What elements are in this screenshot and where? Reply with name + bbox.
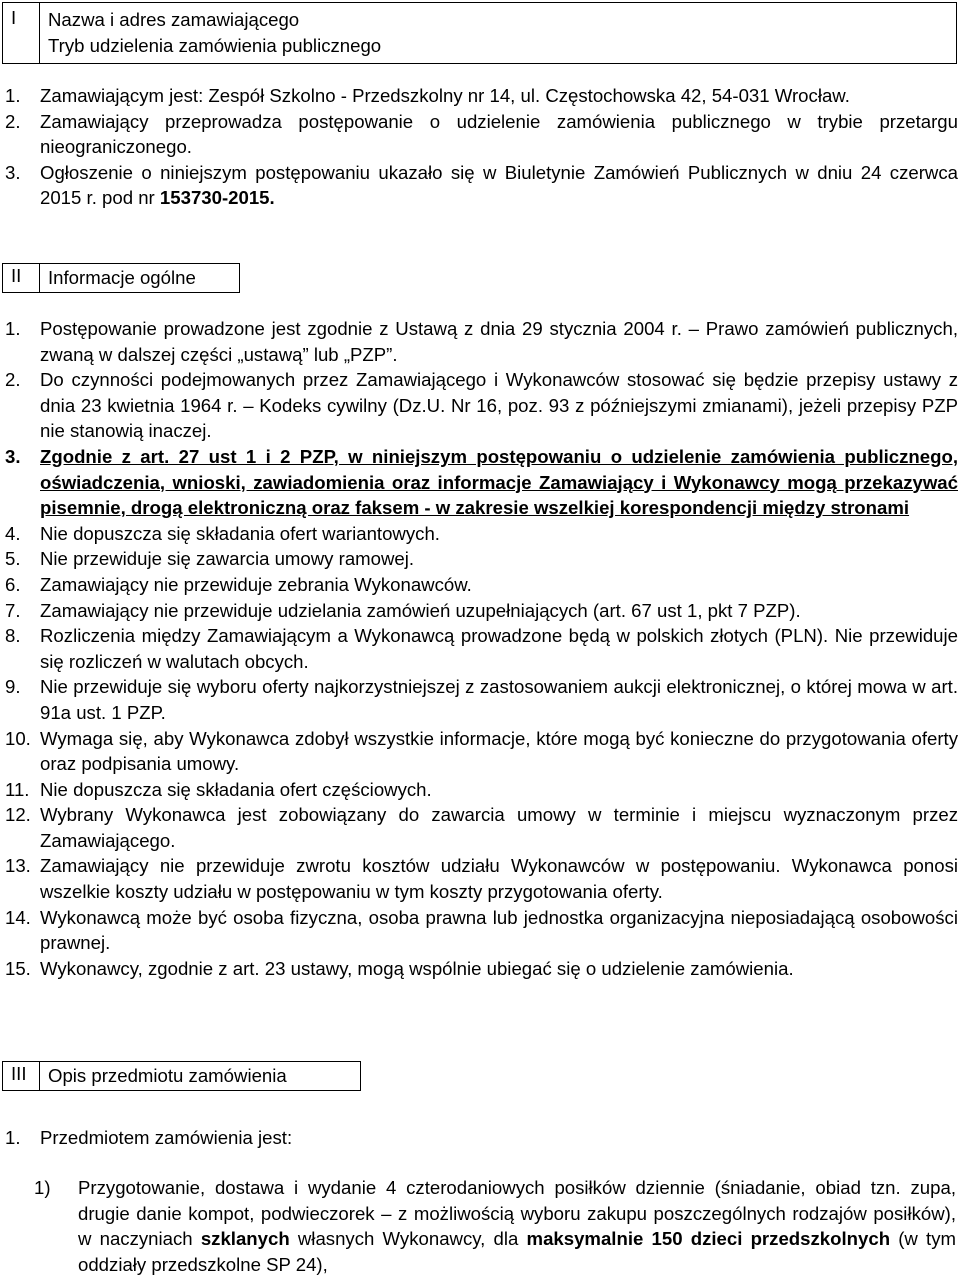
item-number: 1) xyxy=(34,1177,51,1198)
section-number: I xyxy=(3,3,40,63)
item-text-part: Przygotowanie, dostawa i wydanie 4 czterodaniowych posiłków dziennie (śniadanie, obiad tzn. zupa, drugie danie kompot, podwieczorek – z możliwością wyboru zakupu poszczególnych rodzajów posiłków), w naczyniach xyxy=(78,1177,956,1250)
item-text: Zamawiający przeprowadza postępowanie o udzielenie zamówienia publicznego w trybie przetargu nieograniczonego. xyxy=(40,110,958,158)
item-text: Wymaga się, aby Wykonawca zdobył wszystkie informacje, które mogą być konieczne do przygotowania oferty oraz podpisania umowy. xyxy=(40,727,958,775)
list-item xyxy=(0,623,960,674)
item-text: Zamawiający nie przewiduje udzielania zamówień uzupełniających (art. 67 ust 1, pkt 7 PZP). xyxy=(40,599,801,621)
item-number: 15. xyxy=(5,957,31,979)
section-title: Informacje ogólne xyxy=(48,267,196,288)
list-item xyxy=(0,726,960,777)
section-header-1 xyxy=(2,2,957,64)
item-number: 13. xyxy=(5,855,31,877)
item-text: Nie przewiduje się zawarcia umowy ramowej. xyxy=(40,548,415,570)
item-text-part: Ogłoszenie o niniejszym postępowaniu ukazało się w Biuletynie Zamówień Publicznych w dniu 24 czerwca 2015 r. pod nr xyxy=(40,161,958,209)
item-text xyxy=(78,1175,956,1277)
item-text: Nie przewiduje się wyboru oferty najkorzystniejszej z zastosowaniem aukcji elektronicznej, o której mowa w art. 91a ust. 1 PZP. xyxy=(40,676,958,723)
item-number: 11. xyxy=(5,778,30,800)
list-item xyxy=(0,956,960,982)
section-3-list xyxy=(0,1125,960,1151)
item-text-bold: szklanych xyxy=(200,1228,290,1250)
item-number: 6. xyxy=(5,573,21,595)
item-text: Zamawiającym jest: Zespół Szkolno - Przedszkolny nr 14, ul. Częstochowska 42, 54-031 Wrocław. xyxy=(40,85,850,106)
list-item xyxy=(0,853,960,904)
list-item xyxy=(0,1125,960,1151)
list-item xyxy=(0,598,960,624)
item-number: 10. xyxy=(5,727,31,749)
item-text: Wykonawcy, zgodnie z art. 23 ustawy, mogą wspólnie ubiegać się o udzielenie zamówienia. xyxy=(40,957,794,979)
item-number: 12. xyxy=(5,804,31,826)
item-text-underlined: Zgodnie z art. 27 ust 1 i 2 PZP, w niniejszym postępowaniu o udzielenie zamówienia publicznego, oświadczenia, wnioski, zawiadomienia oraz informacje Zamawiający i Wykonawcy mogą przekazywać pisemnie, drogą elektroniczną oraz faksem - w zakresie wszelkiej korespondencji między stronami xyxy=(40,445,958,519)
section-1-list xyxy=(0,83,960,211)
item-text xyxy=(40,160,958,211)
section-number: II xyxy=(3,264,40,292)
section-header-3 xyxy=(2,1061,361,1091)
item-number: 3. xyxy=(5,445,21,467)
item-number: 5. xyxy=(5,548,21,570)
item-text: Wykonawcą może być osoba fizyczna, osoba prawna lub jednostka organizacyjna nieposiadającą osobowości prawnej. xyxy=(40,906,958,954)
item-number: 1. xyxy=(5,1127,21,1148)
list-item xyxy=(0,109,960,160)
item-text-part: własnych Wykonawcy, dla xyxy=(289,1228,527,1250)
list-item xyxy=(0,802,960,853)
list-item xyxy=(0,674,960,725)
list-item xyxy=(0,367,960,444)
section-title-line: Nazwa i adres zamawiającego xyxy=(48,9,300,30)
item-text: Wybrany Wykonawca jest zobowiązany do zawarcia umowy w terminie i miejscu wyznaczonym przez Zamawiającego. xyxy=(40,804,958,851)
list-item xyxy=(0,160,960,211)
list-item xyxy=(0,546,960,572)
list-item xyxy=(0,572,960,598)
item-text: Nie dopuszcza się składania ofert częściowych. xyxy=(40,778,432,800)
item-text-bold: maksymalnie 150 dzieci przedszkolnych xyxy=(526,1228,891,1250)
item-number: 2. xyxy=(5,369,21,391)
list-item xyxy=(0,316,960,367)
item-number: 14. xyxy=(5,906,31,928)
section-number: III xyxy=(3,1062,40,1090)
list-item xyxy=(0,83,960,109)
section-header-2 xyxy=(2,263,240,293)
section-2-list xyxy=(0,316,960,981)
item-number: 7. xyxy=(5,599,21,621)
item-text: Przedmiotem zamówienia jest: xyxy=(40,1127,293,1148)
list-item xyxy=(0,521,960,547)
sub-list-item xyxy=(0,1175,960,1277)
item-number: 4. xyxy=(5,522,21,544)
subitem-list xyxy=(0,1175,960,1277)
item-text: Rozliczenia między Zamawiającym a Wykonawcą prowadzone będą w polskich złotych (PLN). Nie przewiduje się rozliczeń w walutach obcych. xyxy=(40,625,958,672)
item-text-part: (w tym oddziały przedszkolne SP 24), xyxy=(78,1228,956,1275)
item-number: 1. xyxy=(5,318,21,339)
item-text: Postępowanie prowadzone jest zgodnie z Ustawą z dnia 29 stycznia 2004 r. – Prawo zamówień publicznych, zwaną w dalszej części „ustawą” lub „PZP”. xyxy=(40,318,958,365)
item-text: Zamawiający nie przewiduje zwrotu kosztów udziału Wykonawców w postępowaniu. Wykonawca ponosi wszelkie koszty udziału w postępowaniu w tym koszty przygotowania oferty. xyxy=(40,855,958,903)
list-item xyxy=(0,777,960,803)
notice-number: 153730-2015. xyxy=(159,187,275,209)
item-number: 1. xyxy=(5,85,21,106)
item-number: 3. xyxy=(5,161,21,183)
item-text: Zamawiający nie przewiduje zebrania Wykonawców. xyxy=(40,573,472,595)
list-item xyxy=(0,444,960,521)
item-text: Nie dopuszcza się składania ofert wariantowych. xyxy=(40,522,440,544)
item-number: 8. xyxy=(5,625,21,647)
item-text: Do czynności podejmowanych przez Zamawiającego i Wykonawców stosować się będzie przepisy ustawy z dnia 23 kwietnia 1964 r. – Kodeks cywilny (Dz.U. Nr 16, poz. 93 z późniejszymi zmianami), jeżeli przepisy PZP nie stanowią inaczej. xyxy=(40,369,958,442)
section-title-line: Tryb udzielenia zamówienia publicznego xyxy=(48,35,382,56)
section-title xyxy=(40,3,389,63)
item-number: 9. xyxy=(5,676,21,698)
list-item xyxy=(0,905,960,956)
item-number: 2. xyxy=(5,110,21,132)
section-title: Opis przedmiotu zamówienia xyxy=(48,1065,287,1086)
